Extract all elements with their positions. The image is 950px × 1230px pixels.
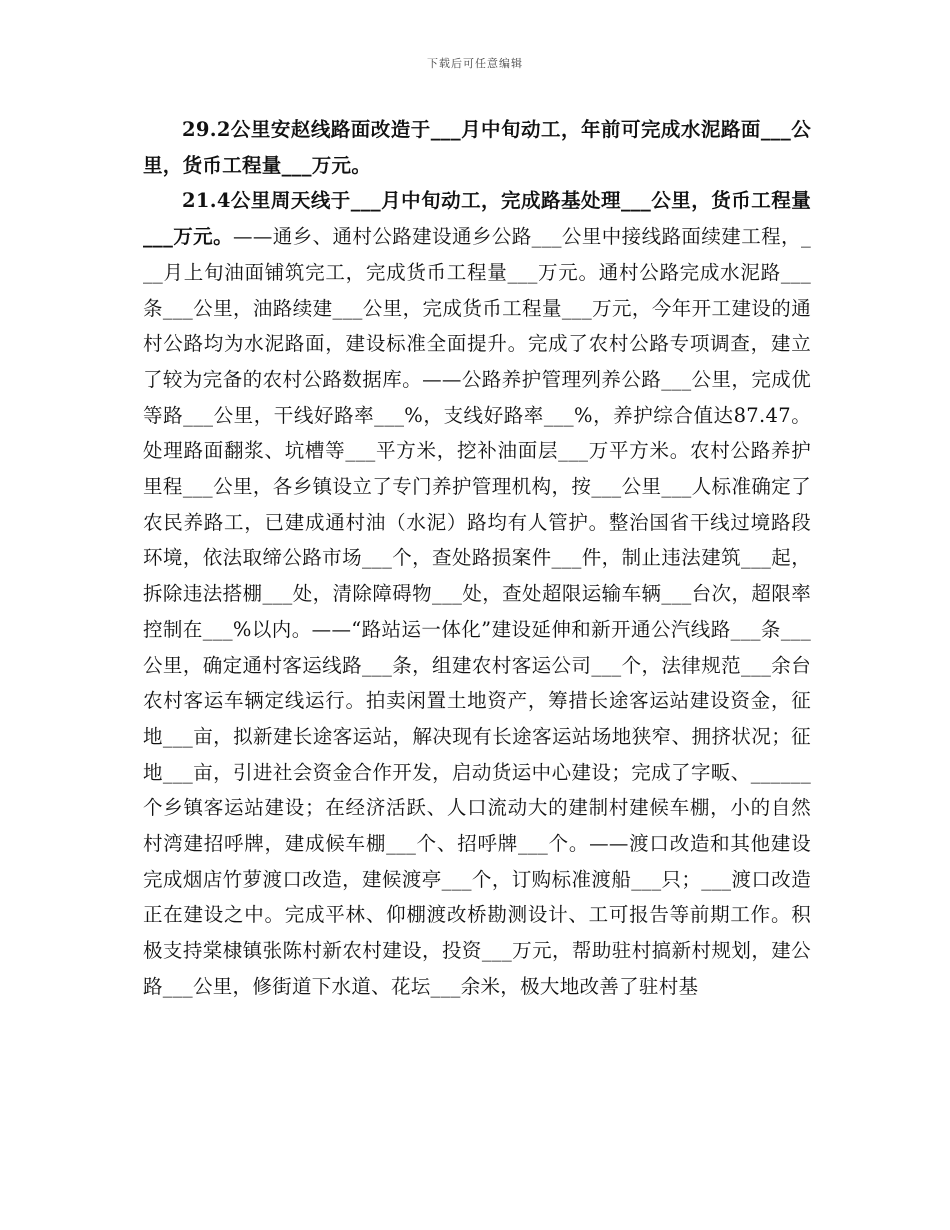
document-body xyxy=(143,112,811,1005)
paragraph-zhoutian-road-lead: 21.4公里周天线于___月中旬动工，完成路基处理___公里，货币工程量___万元。 xyxy=(143,189,811,249)
paragraph-report-body: ——通乡、通村公路建设通乡公路___公里中接线路面续建工程，___月上旬油面铺筑完工，完成货币工程量___万元。通村公路完成水泥路___条___公里，油路续建___公里，完成货币工程量___万元，今年开工建设的通村公路均为水泥路面，建设标准全面提升。完成了农村公路专项调查，建立了较为完备的农村公路数据库。——公路养护管理列养公路___公里，完成优等路___公里，干线好路率___%，支线好路率___%，养护综合值达87.47。处理路面翻浆、坑槽等___平方米，挖补油面层___万平方米。农村公路养护里程___公里，各乡镇设立了专门养护管理机构，按___公里___人标准确定了农民养路工，已建成通村油（水泥）路均有人管护。整治国省干线过境路段环境，依法取缔公路市场___个，查处路损案件___件，制止违法建筑___起，拆除违法搭棚___处，清除障碍物___处，查处超限运输车辆___台次，超限率控制在___%以内。——“路站运一体化”建设延伸和新开通公汽线路___条___公里，确定通村客运线路___条，组建农村客运公司___个，法律规范___余台农村客运车辆定线运行。拍卖闲置土地资产，筹措长途客运站建设资金，征地___亩，拟新建长途客运站，解决现有长途客运站场地狭窄、拥挤状况；征地___亩，引进社会资金合作开发，启动货运中心建设；完成了字畈、______个乡镇客运站建设；在经济活跃、人口流动大的建制村建候车棚，小的自然村湾建招呼牌，建成候车棚___个、招呼牌___个。——渡口改造和其他建设完成烟店竹萝渡口改造，建候渡亭___个，订购标准渡船___只；___渡口改造正在建设之中。完成平林、仰棚渡改桥勘测设计、工可报告等前期工作。积极支持棠棣镇张陈村新农村建设，投资___万元，帮助驻村搞新村规划，建公路___公里，修街道下水道、花坛___余米，极大地改善了驻村基 xyxy=(143,225,811,998)
paragraph-main-report xyxy=(143,183,811,1004)
paragraph-anzhao-road: 29.2公里安赵线路面改造于___月中旬动工，年前可完成水泥路面___公里，货币工程量___万元。 xyxy=(143,118,811,177)
page-header: 下载后可任意编辑 xyxy=(427,57,523,70)
